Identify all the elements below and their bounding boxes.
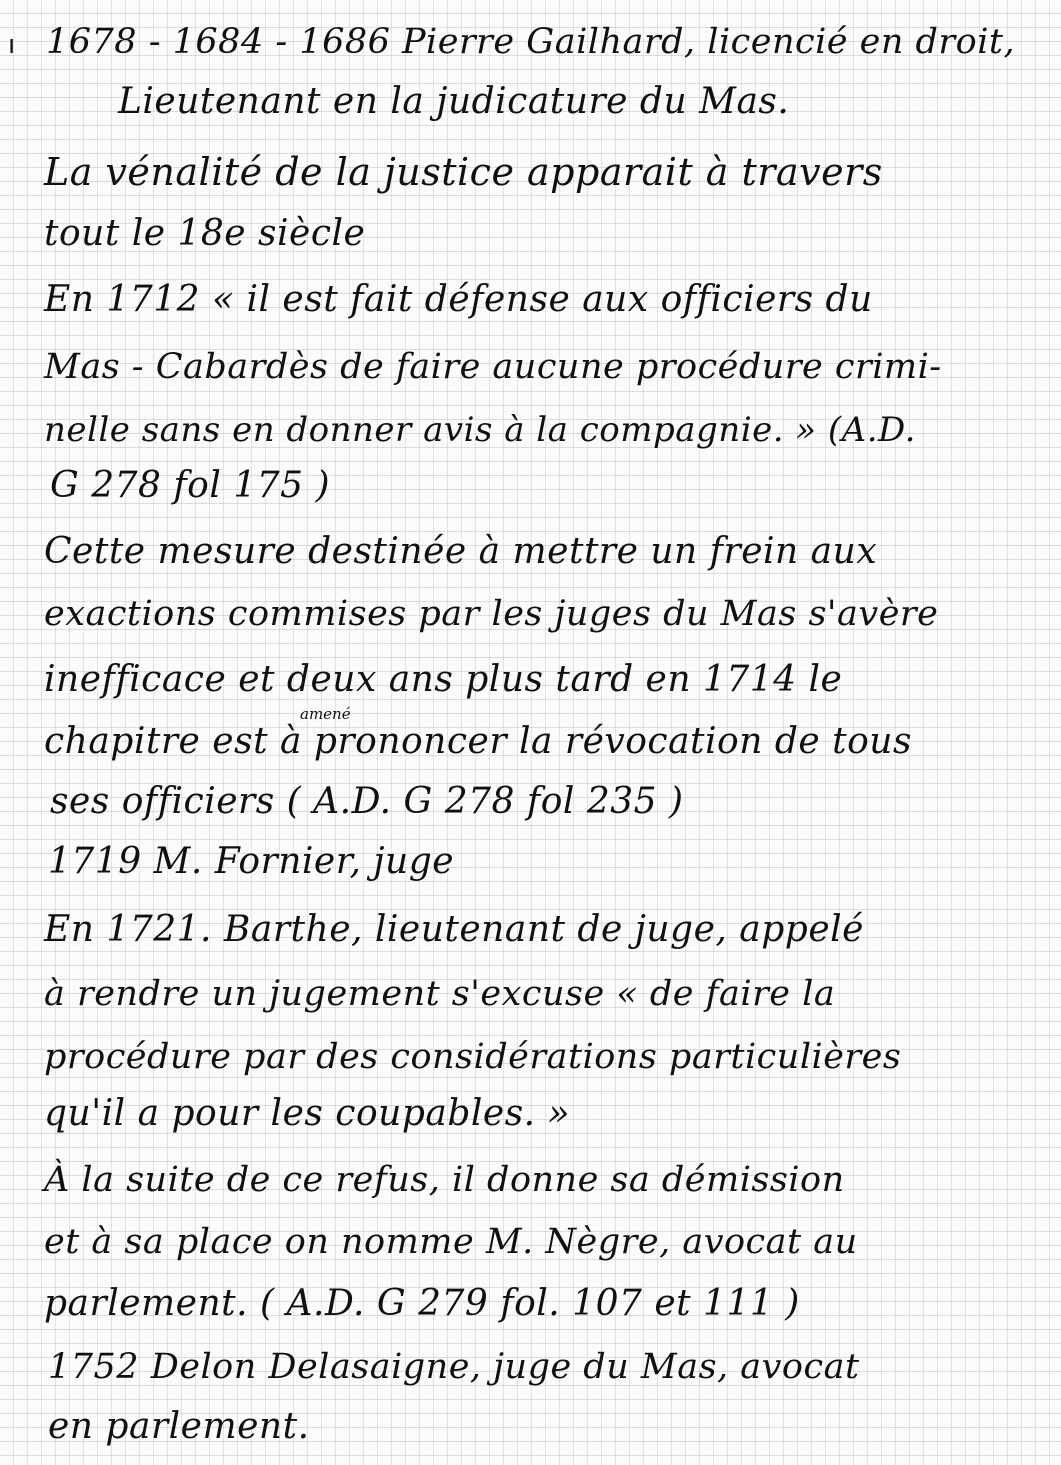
handwritten-line-23: en parlement. [48, 1406, 310, 1447]
handwritten-line-6: Mas - Cabardès de faire aucune procédure crimi- [44, 347, 942, 387]
handwritten-line-14: 1719 M. Fornier, juge [48, 841, 455, 882]
handwritten-line-16: à rendre un jugement s'excuse « de faire la [44, 974, 836, 1014]
handwritten-line-8: G 278 fol 175 ) [50, 465, 331, 506]
handwritten-line-3: La vénalité de la justice apparait à travers [44, 150, 883, 194]
handwritten-line-5: En 1712 « il est fait défense aux officiers du [44, 279, 873, 320]
handwritten-line-17: procédure par des considérations particulières [44, 1037, 902, 1077]
handwritten-line-21: parlement. ( A.D. G 279 fol. 107 et 111 ) [44, 1283, 800, 1324]
handwritten-line-18: qu'il a pour les coupables. » [44, 1093, 571, 1134]
interlinear-insertion: amené [300, 705, 351, 723]
handwritten-line-4: tout le 18e siècle [44, 213, 366, 254]
handwritten-line-10: exactions commises par les juges du Mas s'avère [44, 594, 939, 634]
handwritten-line-13: ses officiers ( A.D. G 278 fol 235 ) [50, 781, 684, 822]
handwritten-line-19: À la suite de ce refus, il donne sa démission [44, 1160, 845, 1200]
handwritten-line-22: 1752 Delon Delasaigne, juge du Mas, avocat [48, 1347, 860, 1387]
handwritten-line-11: inefficace et deux ans plus tard en 1714 le [44, 659, 843, 700]
handwritten-line-1: 1678 - 1684 - 1686 Pierre Gailhard, licencié en droit, [46, 22, 1016, 62]
handwritten-line-12: chapitre est à prononcer la révocation de tous [44, 721, 912, 762]
handwritten-line-15: En 1721. Barthe, lieutenant de juge, appelé [44, 909, 864, 950]
handwritten-line-9: Cette mesure destinée à mettre un frein aux [44, 531, 878, 572]
margin-tick-mark: ı [8, 30, 16, 60]
handwritten-line-20: et à sa place on nomme M. Nègre, avocat au [44, 1222, 858, 1262]
handwritten-line-7: nelle sans en donner avis à la compagnie. » (A.D. [44, 410, 916, 450]
handwritten-line-2: Lieutenant en la judicature du Mas. [118, 81, 790, 122]
